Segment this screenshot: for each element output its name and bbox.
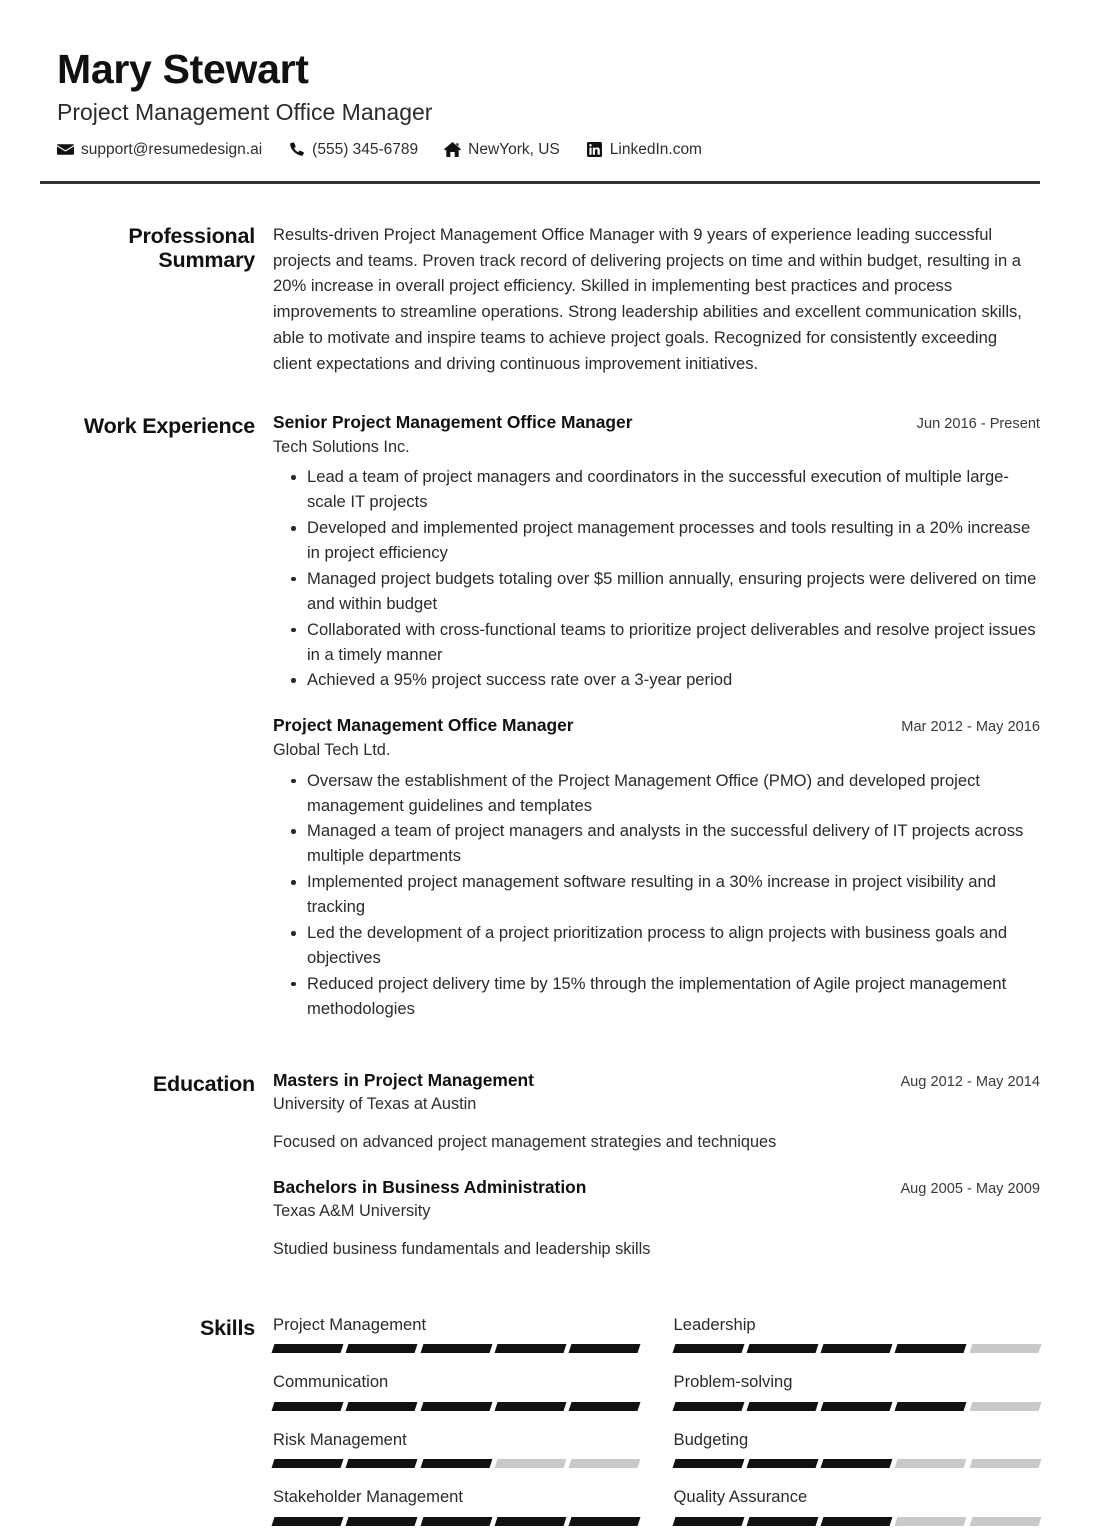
contact-phone-text: (555) 345-6789 bbox=[312, 140, 419, 158]
skill-rating-bar bbox=[273, 1517, 640, 1526]
skill-segment-filled bbox=[569, 1517, 641, 1526]
experience-bullets bbox=[273, 465, 1040, 693]
experience-entry-head bbox=[273, 412, 1040, 434]
skill-segment-filled bbox=[420, 1402, 492, 1411]
candidate-job-title: Project Management Office Manager bbox=[57, 99, 433, 126]
skill-segment-filled bbox=[746, 1402, 818, 1411]
skill-segment-filled bbox=[672, 1344, 744, 1353]
list-item: Led the development of a project prioritization process to align projects with business goals and objectives bbox=[273, 921, 1040, 971]
section-label-education: Education bbox=[152, 1071, 255, 1096]
skill-item bbox=[273, 1486, 640, 1526]
skill-rating-bar bbox=[273, 1459, 640, 1468]
section-skills bbox=[40, 1314, 1040, 1526]
skill-segment-empty bbox=[969, 1459, 1041, 1468]
education-date: Aug 2005 - May 2009 bbox=[900, 1180, 1040, 1197]
skill-segment-filled bbox=[746, 1517, 818, 1526]
skill-segment-filled bbox=[346, 1459, 418, 1468]
skill-name: Budgeting bbox=[673, 1429, 749, 1449]
section-professional-summary bbox=[40, 222, 1040, 377]
education-school: University of Texas at Austin bbox=[273, 1095, 477, 1114]
skill-item bbox=[273, 1429, 640, 1469]
skill-rating-bar bbox=[674, 1459, 1041, 1468]
skill-rating-bar bbox=[674, 1344, 1041, 1353]
contact-email-text: support@resumedesign.ai bbox=[81, 140, 263, 158]
skill-segment-filled bbox=[494, 1517, 566, 1526]
resume-content bbox=[0, 222, 1095, 1526]
section-work-experience bbox=[40, 412, 1040, 1026]
contact-row bbox=[57, 141, 1040, 159]
skill-segment-filled bbox=[346, 1344, 418, 1353]
skill-segment-filled bbox=[272, 1344, 344, 1353]
education-degree: Bachelors in Business Administration bbox=[273, 1176, 587, 1197]
list-item: Collaborated with cross-functional teams to prioritize project deliverables and resolve project issues in a timely manner bbox=[273, 618, 1040, 668]
contact-phone[interactable] bbox=[288, 141, 418, 159]
experience-company: Tech Solutions Inc. bbox=[273, 437, 410, 456]
skill-segment-filled bbox=[895, 1402, 967, 1411]
education-note: Studied business fundamentals and leadership skills bbox=[273, 1239, 651, 1258]
skill-segment-filled bbox=[821, 1517, 893, 1526]
skill-name: Stakeholder Management bbox=[273, 1487, 464, 1507]
skill-name: Project Management bbox=[273, 1314, 427, 1334]
skill-segment-filled bbox=[569, 1344, 641, 1353]
summary-text: Results-driven Project Management Office Manager with 9 years of experience leading successful projects and teams. Proven track record of delivering projects on time and within budget, resulting in a 20% increase in overall project efficiency. Skilled in implementing best practices and process improvements to streamline operations. Strong leadership abilities and excellent communication skills, able to motivate and inspire teams to achieve project goals. Recognized for consistently exceeding client expectations and driving continuous improvement initiatives. bbox=[273, 224, 1022, 374]
list-item: Implemented project management software resulting in a 30% increase in project visibility and tracking bbox=[273, 870, 1040, 920]
skill-name: Leadership bbox=[673, 1314, 756, 1334]
skill-segment-filled bbox=[821, 1402, 893, 1411]
skill-segment-filled bbox=[821, 1344, 893, 1353]
contact-email[interactable] bbox=[57, 141, 262, 159]
education-degree: Masters in Project Management bbox=[273, 1069, 534, 1090]
list-item: Developed and implemented project management processes and tools resulting in a 20% increase in project efficiency bbox=[273, 516, 1040, 566]
skill-segment-filled bbox=[346, 1517, 418, 1526]
list-item: Managed a team of project managers and analysts in the successful delivery of IT projects across multiple departments bbox=[273, 819, 1040, 869]
experience-date: Jun 2016 - Present bbox=[916, 415, 1040, 432]
skill-rating-bar bbox=[674, 1517, 1041, 1526]
skill-segment-filled bbox=[272, 1402, 344, 1411]
section-label-experience: Work Experience bbox=[83, 413, 255, 438]
experience-bullets bbox=[273, 769, 1040, 1022]
skill-name: Communication bbox=[273, 1372, 389, 1392]
education-note: Focused on advanced project management strategies and techniques bbox=[273, 1132, 777, 1151]
section-label-skills: Skills bbox=[200, 1315, 255, 1340]
list-item: Managed project budgets totaling over $5 million annually, ensuring projects were delivered on time and within budget bbox=[273, 567, 1040, 617]
contact-location[interactable] bbox=[444, 141, 560, 159]
section-label-summary: Professional Summary bbox=[128, 223, 255, 273]
contact-linkedin-text: LinkedIn.com bbox=[609, 140, 702, 158]
linkedin-icon bbox=[586, 142, 603, 157]
skill-name: Problem-solving bbox=[673, 1372, 793, 1392]
skill-segment-filled bbox=[420, 1459, 492, 1468]
education-entry-head bbox=[273, 1070, 1040, 1092]
skill-segment-filled bbox=[746, 1344, 818, 1353]
skill-segment-filled bbox=[420, 1344, 492, 1353]
home-icon bbox=[444, 142, 461, 157]
skill-name: Risk Management bbox=[273, 1429, 407, 1449]
candidate-name: Mary Stewart bbox=[57, 46, 309, 92]
contact-linkedin[interactable] bbox=[586, 141, 702, 159]
skill-segment-filled bbox=[672, 1517, 744, 1526]
list-item: Lead a team of project managers and coordinators in the successful execution of multiple large-scale IT projects bbox=[273, 465, 1040, 515]
skill-segment-empty bbox=[895, 1459, 967, 1468]
skill-segment-filled bbox=[346, 1402, 418, 1411]
skill-rating-bar bbox=[273, 1402, 640, 1411]
skill-rating-bar bbox=[273, 1344, 640, 1353]
contact-location-text: NewYork, US bbox=[468, 140, 560, 158]
list-item: Oversaw the establishment of the Project Management Office (PMO) and developed project management guidelines and templates bbox=[273, 769, 1040, 819]
experience-date: Mar 2012 - May 2016 bbox=[901, 719, 1040, 736]
skill-item bbox=[674, 1314, 1041, 1354]
education-entry bbox=[273, 1177, 1040, 1262]
resume-header bbox=[0, 0, 1095, 159]
skills-grid bbox=[273, 1314, 1040, 1526]
experience-company: Global Tech Ltd. bbox=[273, 741, 391, 760]
skill-segment-empty bbox=[494, 1459, 566, 1468]
skill-segment-filled bbox=[494, 1402, 566, 1411]
skill-segment-filled bbox=[569, 1402, 641, 1411]
skill-segment-filled bbox=[272, 1517, 344, 1526]
education-school: Texas A&M University bbox=[273, 1202, 431, 1221]
skill-segment-filled bbox=[420, 1517, 492, 1526]
experience-entry bbox=[273, 412, 1040, 693]
skill-segment-empty bbox=[569, 1459, 641, 1468]
skill-segment-filled bbox=[821, 1459, 893, 1468]
education-date: Aug 2012 - May 2014 bbox=[900, 1073, 1040, 1090]
skill-item bbox=[273, 1371, 640, 1411]
skill-item bbox=[273, 1314, 640, 1354]
skill-segment-empty bbox=[969, 1517, 1041, 1526]
skill-name: Quality Assurance bbox=[673, 1487, 808, 1507]
skill-segment-filled bbox=[672, 1459, 744, 1468]
section-education bbox=[40, 1070, 1040, 1266]
education-entry-head bbox=[273, 1177, 1040, 1199]
experience-entry-head bbox=[273, 715, 1040, 737]
skill-segment-filled bbox=[672, 1402, 744, 1411]
experience-entry bbox=[273, 715, 1040, 1021]
skill-segment-empty bbox=[969, 1402, 1041, 1411]
list-item: Reduced project delivery time by 15% through the implementation of Agile project management methodologies bbox=[273, 972, 1040, 1022]
education-entry bbox=[273, 1070, 1040, 1155]
skill-segment-filled bbox=[494, 1344, 566, 1353]
skill-item bbox=[674, 1486, 1041, 1526]
skill-segment-empty bbox=[969, 1344, 1041, 1353]
experience-title: Project Management Office Manager bbox=[273, 715, 574, 736]
skill-segment-filled bbox=[746, 1459, 818, 1468]
skill-segment-empty bbox=[895, 1517, 967, 1526]
list-item: Achieved a 95% project success rate over a 3-year period bbox=[273, 668, 1040, 693]
header-divider bbox=[40, 181, 1040, 184]
skill-segment-filled bbox=[895, 1344, 967, 1353]
skill-item bbox=[674, 1429, 1041, 1469]
experience-title: Senior Project Management Office Manager bbox=[273, 411, 633, 432]
skill-rating-bar bbox=[674, 1402, 1041, 1411]
skill-segment-filled bbox=[272, 1459, 344, 1468]
phone-icon bbox=[288, 142, 305, 157]
envelope-icon bbox=[57, 142, 74, 157]
skill-item bbox=[674, 1371, 1041, 1411]
